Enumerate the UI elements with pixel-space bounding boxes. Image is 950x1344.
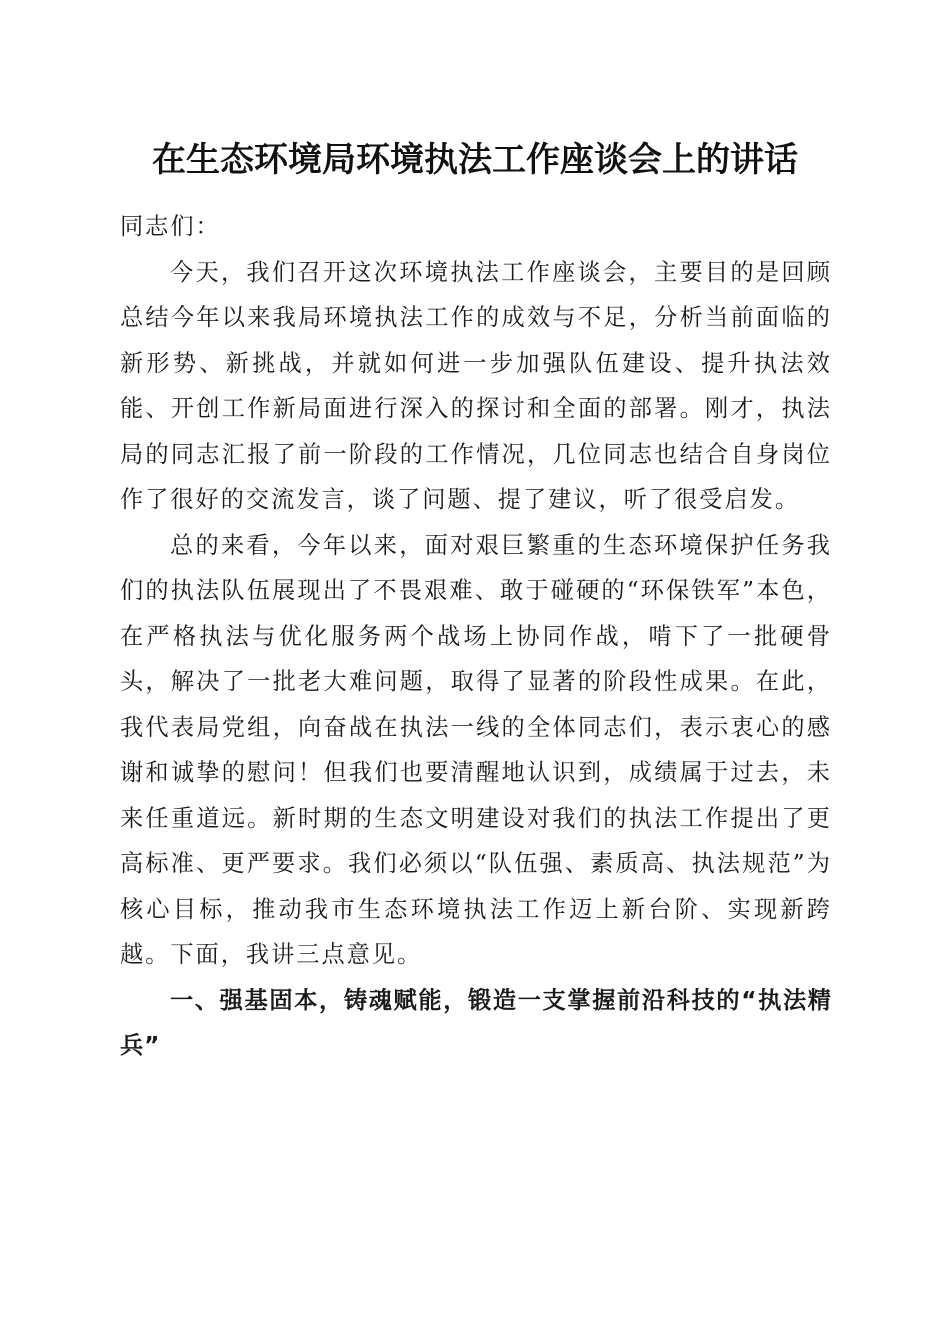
document-title: 在生态环境局环境执法工作座谈会上的讲话 bbox=[152, 140, 798, 180]
document-body bbox=[120, 204, 832, 1069]
paragraph-opening: 今天，我们召开这次环境执法工作座谈会，主要目的是回顾总结今年以来我局环境执法工作的成效与不足，分析当前面临的新形势、新挑战，并就如何进一步加强队伍建设、提升执法效能、开创工作新局面进行深入的探讨和全面的部署。刚才，执法局的同志汇报了前一阶段的工作情况，几位同志也结合自身岗位作了很好的交流发言，谈了问题、提了建议，听了很受启发。 bbox=[120, 258, 832, 513]
paragraph-summary: 总的来看，今年以来，面对艰巨繁重的生态环境保护任务我们的执法队伍展现出了不畏艰难、敢于碰硬的“环保铁军”本色，在严格执法与优化服务两个战场上协同作战，啃下了一批硬骨头，解决了一批老大难问题，取得了显著的阶段性成果。在此，我代表局党组，向奋战在执法一线的全体同志们，表示衷心的感谢和诚挚的慰问！但我们也要清醒地认识到，成绩属于过去，未来任重道远。新时期的生态文明建设对我们的执法工作提出了更高标准、更严要求。我们必须以“队伍强、素质高、执法规范”为核心目标，推动我市生态环境执法工作迈上新台阶、实现新跨越。下面，我讲三点意见。 bbox=[120, 531, 832, 968]
salutation: 同志们： bbox=[120, 213, 221, 240]
section-heading-1: 一、强基固本，铸魂赋能，锻造一支掌握前沿科技的“执法精兵” bbox=[120, 986, 832, 1059]
